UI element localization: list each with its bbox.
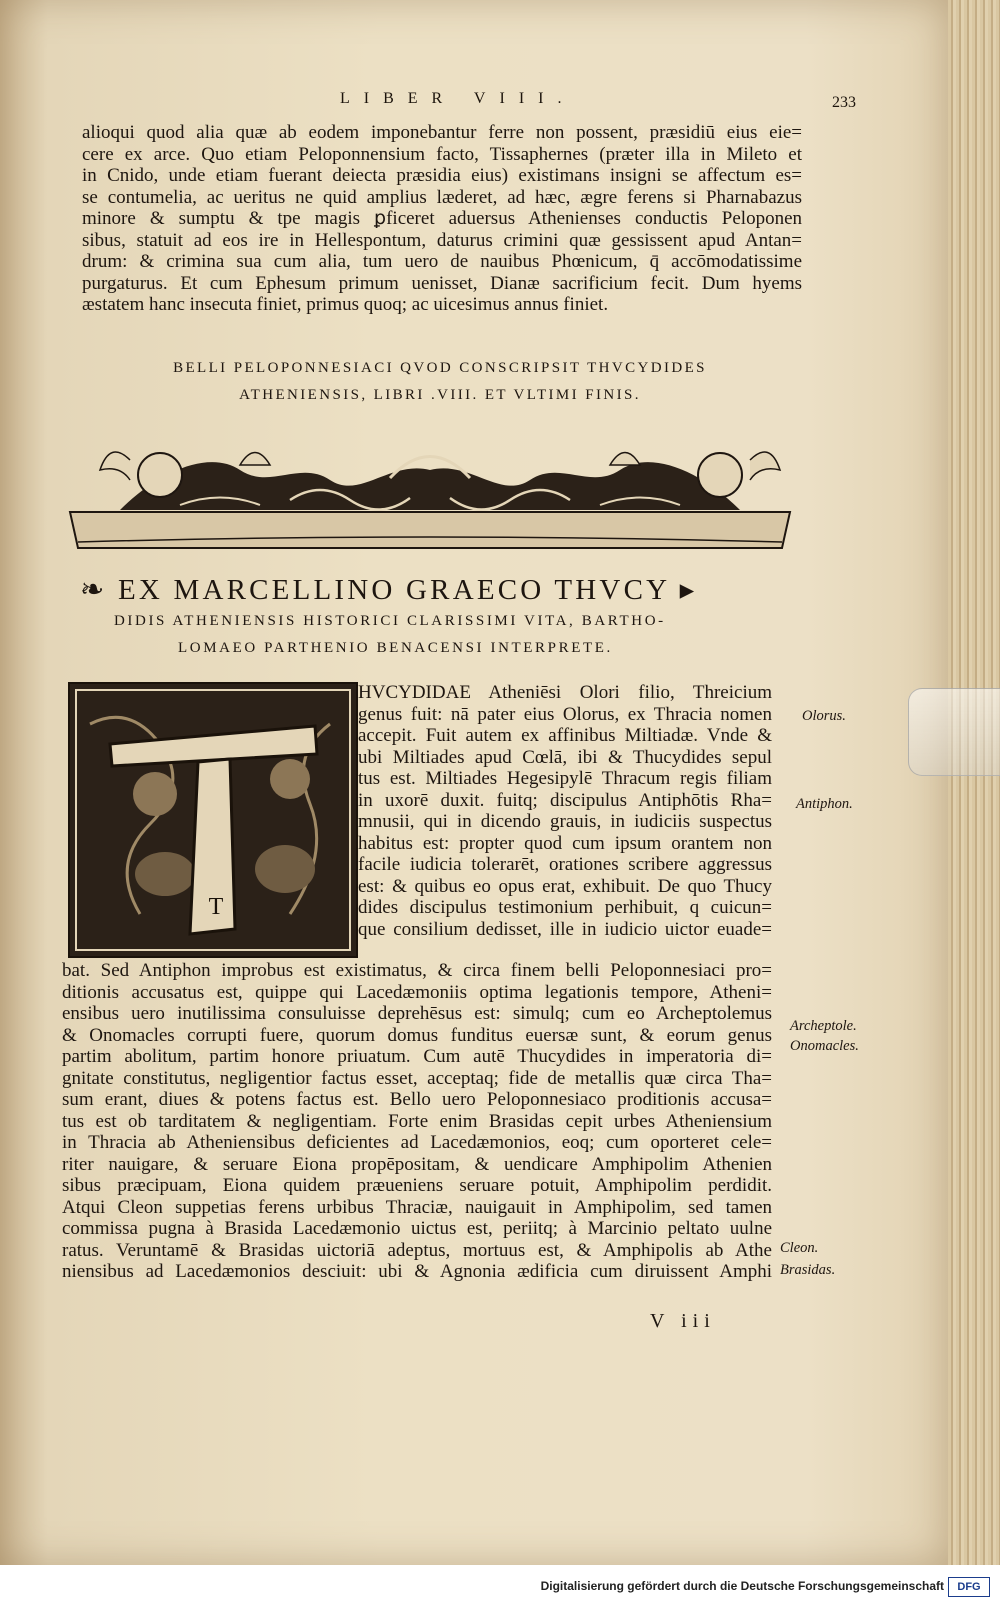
text-line: commissa pugna à Brasida Lacedæmonio uictus est, periitq; à Marcinio peltato uulne [62, 1218, 772, 1239]
dfg-logo: DFG [948, 1577, 990, 1597]
text-line: ratus. Veruntamē & Brasidas uictoriā adeptus, mortuus est, & Amphipolis ab Athe [62, 1239, 772, 1261]
text-line: ubi Miltiades apud Cœlā, ibi & Thucydides sepul [358, 746, 772, 768]
folio-number: 233 [832, 94, 856, 111]
decorated-initial [68, 682, 358, 958]
text-line: in uxorē duxit. fuitq; discipulus Antiphōtis Rha= [358, 789, 772, 811]
woodcut-ornament-band [60, 430, 800, 560]
funding-credit: Digitalisierung gefördert durch die Deutsche Forschungsgemeinschaft [540, 1579, 944, 1593]
text-line: que consilium dedisset, ille in iudicio uictor euade= [358, 918, 772, 940]
text-line: genus fuit: nā pater eius Olorus, ex Thracia nomen [358, 703, 772, 725]
text-line: æstatem hanc insecuta finiet, primus quoq; ac uicesimus annus finiet. [82, 294, 609, 315]
text-line: sum erant, diues & potens factus est. Bello uero Peloponnesiaco proditionis accusa= [62, 1089, 772, 1110]
heading-line-3: LOMAEO PARTHENIO BENACENSI INTERPRETE. [178, 640, 613, 656]
colophon-line: ATHENIENSIS, LIBRI .VIII. ET VLTIMI FINIS. [239, 387, 641, 403]
next-page-edge [948, 0, 1000, 1565]
text-line: in Thracia ab Atheniensibus deficientes ad Lacedæmonios, eoq; cum oporteret cele= [62, 1132, 772, 1153]
narrow-paragraph [358, 682, 772, 940]
text-line: drum: & crimina sua cum alia, tum uero de nauibus Phœnicum, q̄ accōmodatissime [82, 251, 802, 272]
margin-note-antiphon: Antiphon. [796, 796, 853, 812]
text-line: partim abolitum, partim honore priuatum. Cum autē Thucydides in imperatoria di= [62, 1046, 772, 1067]
text-line: ditionis accusatus est, quippe qui Lacedæmoniis optima legationis tempore, Atheni= [62, 981, 772, 1003]
text-line: Atqui Cleon suppetias ferens urbibus Thraciæ, nauigauit in Amphipolim, sed tamen [62, 1196, 772, 1218]
heading-line-1: EX MARCELLINO GRAECO THVCY [117, 574, 670, 606]
initial-letter: T [208, 894, 224, 920]
section-heading [80, 572, 820, 657]
page-clip [908, 688, 1000, 776]
top-paragraph [82, 122, 802, 316]
text-line: in Cnido, unde etiam fuerant deiecta præsidia eius) existimans insigni se affectum es= [82, 165, 802, 186]
text-line: sibus præcipuam, Eiona quidem præueniens seruare potuit, Amphipolim perdidit. [62, 1175, 772, 1196]
text-line: cere ex arce. Quo etiam Peloponnensium facto, Tissaphernes (præter illa in Mileto et [82, 143, 802, 165]
text-line: dides discipulus testimonium perhibuit, q cuicun= [358, 897, 772, 918]
text-line: sibus, statuit ad eos ire in Hellespontum, daturus crimini quæ gessissent apud Antan= [82, 229, 802, 251]
margin-note-cleon: Cleon. [780, 1240, 819, 1256]
text-line: facile iudicia tolerarēt, orationes scribere aggressus [358, 854, 772, 875]
text-line: tus est. Miltiades Hegesipylē Thracum regis filiam [358, 768, 772, 789]
heading-line-2: DIDIS ATHENIENSIS HISTORICI CLARISSIMI VITA, BARTHO- [114, 613, 666, 629]
ornate-initial-icon [70, 684, 356, 956]
fleuron-icon: ❧ [80, 574, 118, 606]
text-line: accepit. Fuit autem ex affinibus Miltiadæ. Vnde & [358, 725, 772, 746]
footer-bar [0, 1565, 1000, 1607]
text-line: riter nauigare, & seruare Eiona propēpositam, & uendicare Amphipolim Athenien [62, 1153, 772, 1175]
text-line: ensibus uero inutilissima consuluisse deprehēsus est: simulq; cum eo Archeptolemus [62, 1003, 772, 1024]
margin-note-archeptole: Archeptole. [790, 1018, 857, 1034]
text-line: bat. Sed Antiphon improbus est existimatus, & circa finem belli Peloponnesiaci pro= [62, 960, 772, 981]
text-line: habitus est: propter quod cum ipsum orantem non [358, 832, 772, 854]
text-line: & Onomacles corrupti fuere, quorum domus funditus euersæ sunt, & eorum genus [62, 1024, 772, 1046]
pointer-icon: ▸ [669, 574, 698, 606]
margin-note-olorus: Olorus. [802, 708, 846, 724]
margin-note-brasidas: Brasidas. [780, 1262, 836, 1278]
text-line: alioqui quod alia quæ ab eodem imponebantur ferre non possent, præsidiū eius eie= [82, 122, 802, 143]
text-line: gnitate constitutus, negligentior factus esset, acceptaq; fide de metallis quæ circa Tha= [62, 1067, 772, 1089]
text-line: minore & sumptu & tpe magis ꝑficeret aduersus Athenienses conductis Peloponen [82, 208, 802, 229]
text-line: purgaturus. Et cum Ephesum primum uenisset, Dianæ sacrificium fecit. Dum hyems [82, 272, 802, 294]
text-line: niensibus ad Lacedæmonios desciuit: ubi & Agnonia ædificia cum diruissent Amphi [62, 1261, 772, 1282]
margin-note-onomacles: Onomacles. [790, 1038, 859, 1054]
colophon-line: BELLI PELOPONNESIACI QVOD CONSCRIPSIT THVCYDIDES [173, 360, 707, 376]
text-line: tus est ob tarditatem & negligentiam. Forte enim Brasidas cepit urbes Atheniensium [62, 1110, 772, 1132]
signature-mark: V iii [650, 1310, 716, 1332]
text-line: mnusii, qui in dicendo grauis, in iudiciis suspectus [358, 811, 772, 832]
text-line: HVCYDIDAE Atheniēsi Olori filio, Threicium [358, 682, 772, 703]
full-paragraph [62, 960, 772, 1283]
running-head: LIBER VIII. [340, 90, 576, 107]
text-line: est: & quibus eo opus erat, exhibuit. De quo Thucy [358, 875, 772, 897]
text-line: se contumelia, ac ueritus ne quid amplius læderet, ad hæc, ægre ferens si Pharnabazus [82, 186, 802, 208]
